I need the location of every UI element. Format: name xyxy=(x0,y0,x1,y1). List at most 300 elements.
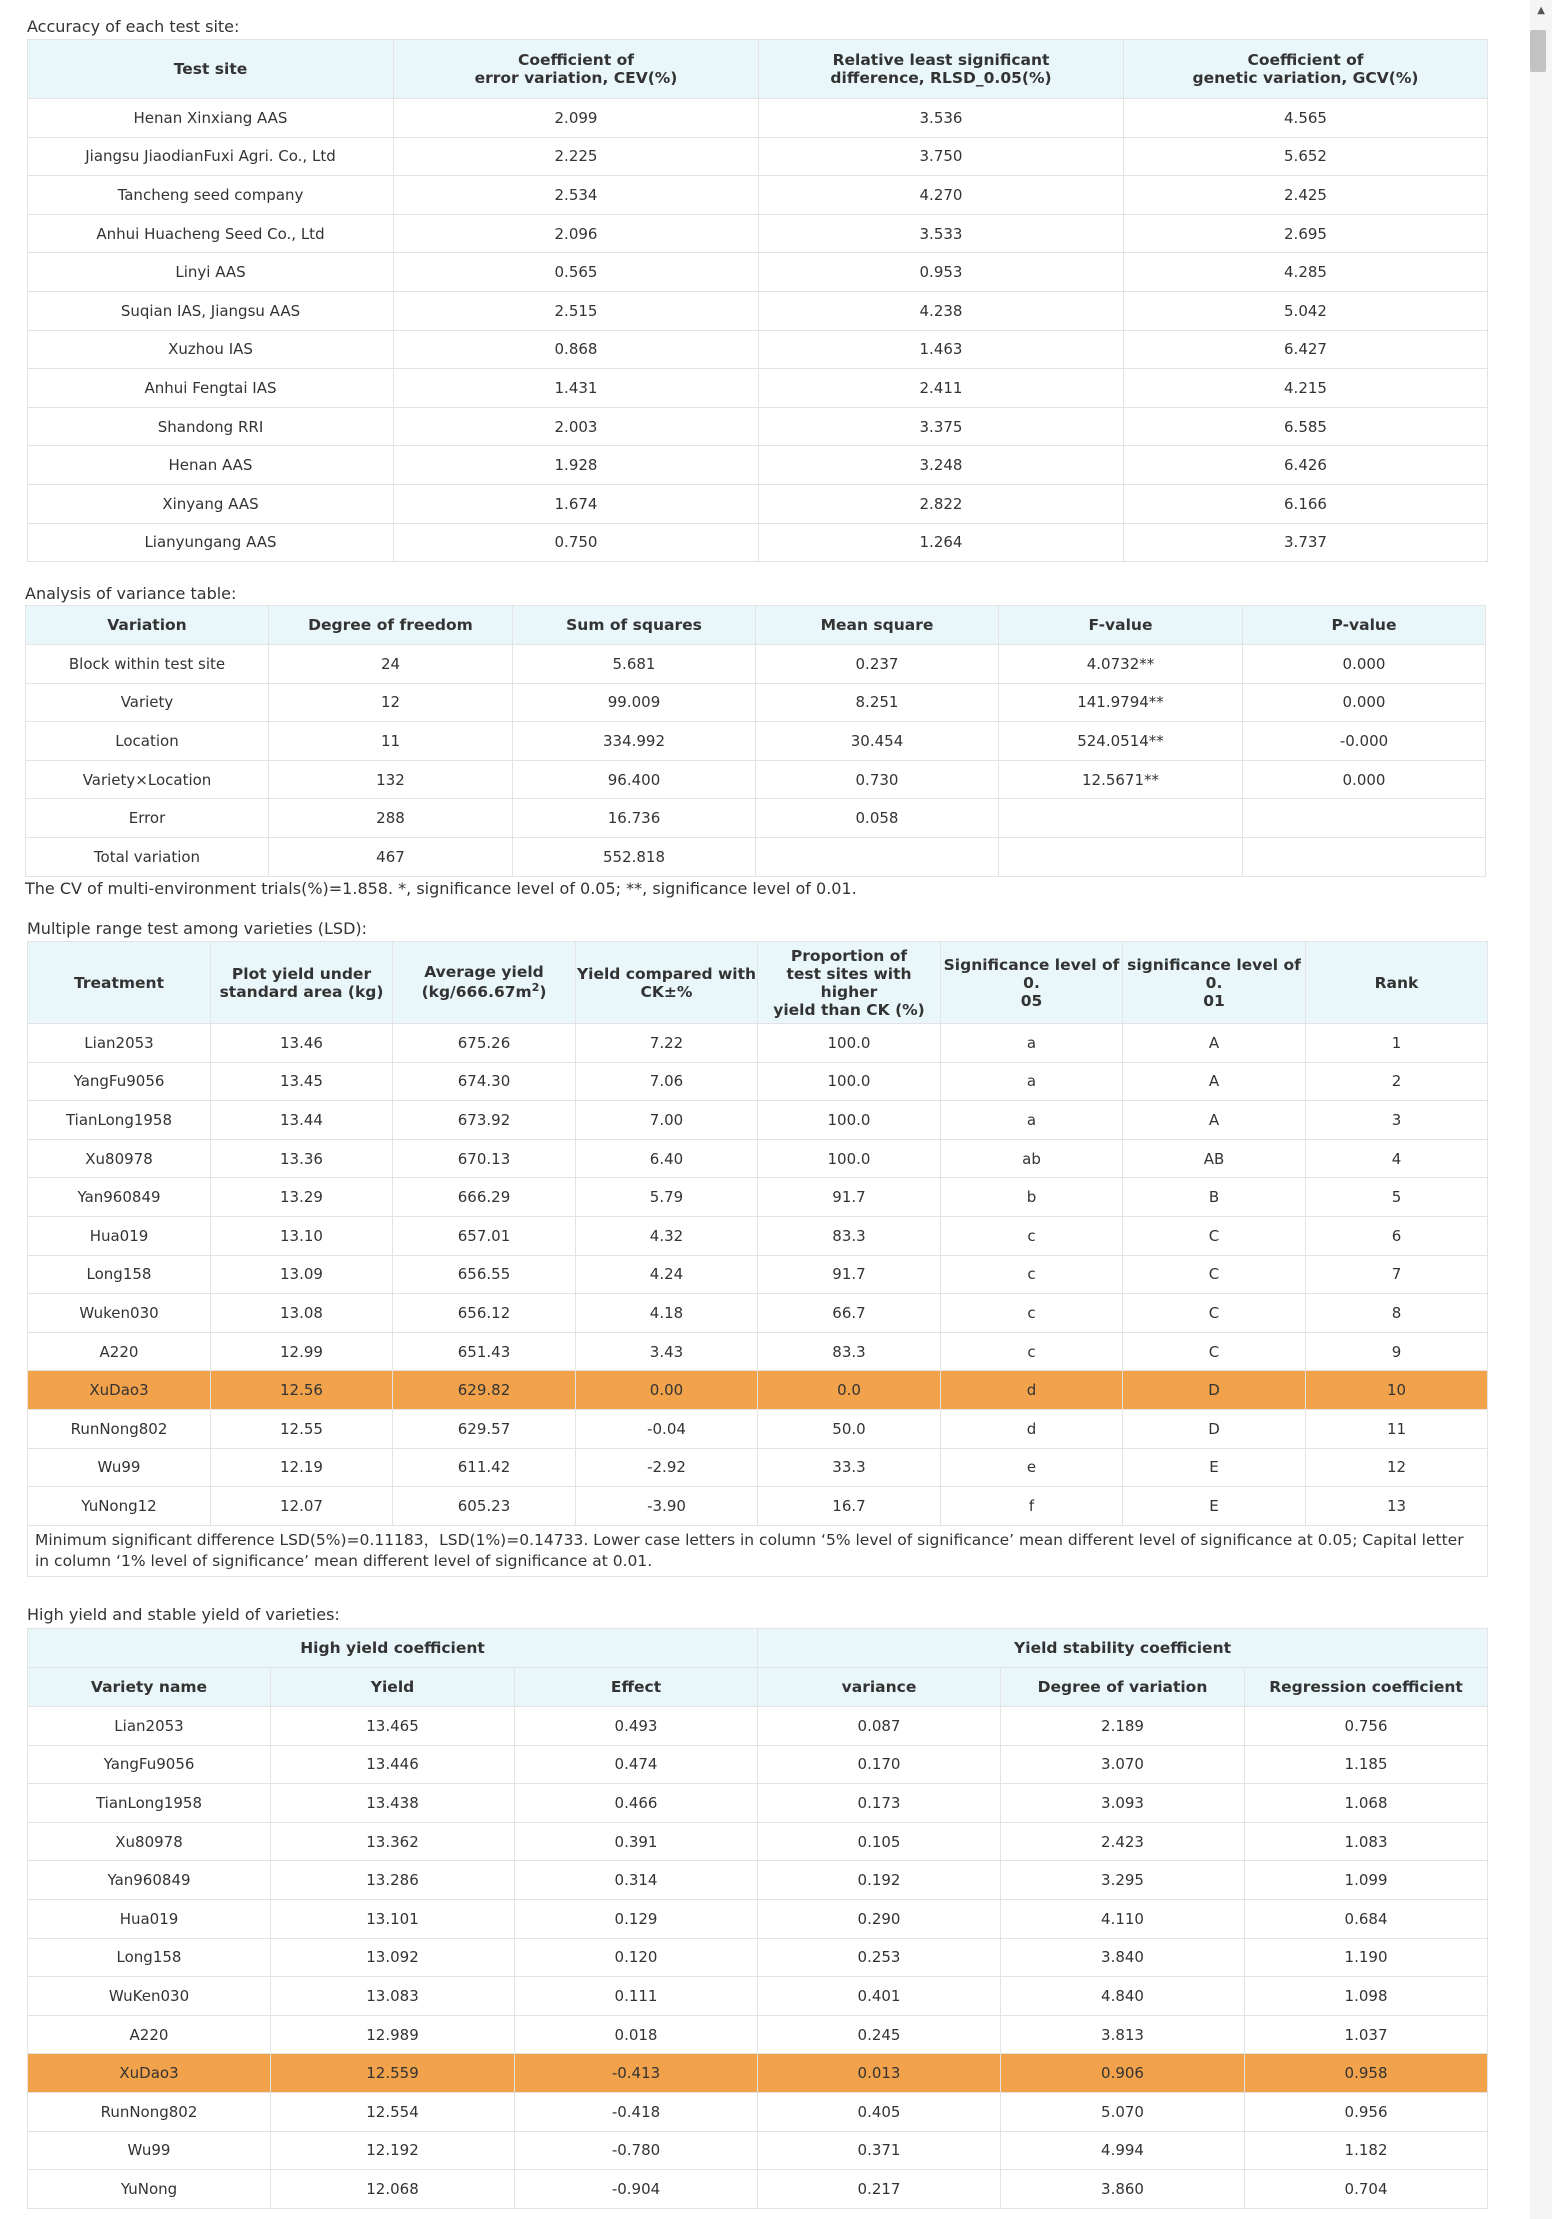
stability-table-cell: 0.906 xyxy=(1001,2054,1245,2093)
stability-header-yield: Yield xyxy=(271,1668,515,1707)
stability-table-cell: Long158 xyxy=(28,1938,271,1977)
lsd-table-cell: A xyxy=(1123,1024,1306,1063)
stability-table-cell: TianLong1958 xyxy=(28,1784,271,1823)
stability-table-cell: 5.070 xyxy=(1001,2092,1245,2131)
lsd-table xyxy=(27,941,1488,1577)
lsd-table-row xyxy=(28,1216,1488,1255)
stability-table-cell: 3.295 xyxy=(1001,1861,1245,1900)
anova-header-ms: Mean square xyxy=(756,606,999,645)
lsd-table-cell: 66.7 xyxy=(758,1294,941,1333)
anova-table-cell: -0.000 xyxy=(1243,722,1486,761)
lsd-table-cell: 12.19 xyxy=(211,1448,393,1487)
stability-table-row xyxy=(28,2092,1488,2131)
lsd-header-sig01-line1: significance level of 0. xyxy=(1127,955,1301,992)
stability-table-cell: 1.068 xyxy=(1245,1784,1488,1823)
lsd-table-cell: A220 xyxy=(28,1332,211,1371)
stability-table-cell: YangFu9056 xyxy=(28,1745,271,1784)
stability-table-cell: 0.756 xyxy=(1245,1707,1488,1746)
anova-header-df: Degree of freedom xyxy=(269,606,513,645)
lsd-header-proportion xyxy=(758,942,941,1024)
accuracy-table-cell: 2.411 xyxy=(759,369,1124,408)
lsd-table-cell: 7.00 xyxy=(576,1101,758,1140)
stability-table-cell: 0.217 xyxy=(758,2170,1001,2209)
accuracy-table-cell: 0.868 xyxy=(394,330,759,369)
lsd-table-cell: YuNong12 xyxy=(28,1487,211,1526)
stability-table-cell: 0.245 xyxy=(758,2015,1001,2054)
accuracy-table-cell: 2.695 xyxy=(1124,214,1488,253)
stability-table-cell: 12.192 xyxy=(271,2131,515,2170)
stability-table-cell: 0.120 xyxy=(515,1938,758,1977)
accuracy-table-cell: 1.928 xyxy=(394,446,759,485)
anova-table-cell: Location xyxy=(26,722,269,761)
accuracy-table-cell: 5.652 xyxy=(1124,137,1488,176)
lsd-table-cell: Xu80978 xyxy=(28,1139,211,1178)
anova-table-cell xyxy=(1243,799,1486,838)
anova-table-cell: 132 xyxy=(269,760,513,799)
stability-table-cell: 0.314 xyxy=(515,1861,758,1900)
stability-table-cell: 3.070 xyxy=(1001,1745,1245,1784)
stability-group-header-row xyxy=(28,1629,1488,1668)
stability-table xyxy=(27,1628,1488,2209)
lsd-table-cell: 2 xyxy=(1306,1062,1488,1101)
stability-header-degree: Degree of variation xyxy=(1001,1668,1245,1707)
accuracy-table-cell: 1.463 xyxy=(759,330,1124,369)
stability-table-row xyxy=(28,2054,1488,2093)
anova-table-cell xyxy=(756,837,999,876)
lsd-table-cell: AB xyxy=(1123,1139,1306,1178)
stability-table-cell: 0.111 xyxy=(515,1977,758,2016)
lsd-table-cell: c xyxy=(941,1255,1123,1294)
anova-footnote: The CV of multi-environment trials(%)=1.858. *, significance level of 0.05; **, significance level of 0.01. xyxy=(25,879,857,898)
accuracy-table-cell: 6.166 xyxy=(1124,484,1488,523)
stability-table-cell: 0.253 xyxy=(758,1938,1001,1977)
lsd-table-cell: 3.43 xyxy=(576,1332,758,1371)
lsd-table-cell: D xyxy=(1123,1409,1306,1448)
lsd-table-cell: a xyxy=(941,1101,1123,1140)
anova-table-cell: 30.454 xyxy=(756,722,999,761)
lsd-table-cell: Lian2053 xyxy=(28,1024,211,1063)
lsd-table-cell: -3.90 xyxy=(576,1487,758,1526)
lsd-table-row xyxy=(28,1487,1488,1526)
lsd-table-cell: a xyxy=(941,1024,1123,1063)
lsd-table-cell: A xyxy=(1123,1101,1306,1140)
stability-table-cell: -0.904 xyxy=(515,2170,758,2209)
accuracy-table-cell: Jiangsu JiaodianFuxi Agri. Co., Ltd xyxy=(28,137,394,176)
lsd-table-row xyxy=(28,1024,1488,1063)
stability-table-cell: 13.446 xyxy=(271,1745,515,1784)
accuracy-header-cev xyxy=(394,40,759,99)
accuracy-table-cell: Henan AAS xyxy=(28,446,394,485)
anova-table-cell: 141.9794** xyxy=(999,683,1243,722)
lsd-table-cell: C xyxy=(1123,1332,1306,1371)
accuracy-table-cell: Anhui Fengtai IAS xyxy=(28,369,394,408)
lsd-table-cell: 13.10 xyxy=(211,1216,393,1255)
lsd-table-cell: -0.04 xyxy=(576,1409,758,1448)
lsd-header-proportion-line2: test sites with higher xyxy=(786,964,912,1001)
lsd-table-cell: E xyxy=(1123,1448,1306,1487)
stability-table-cell: 0.956 xyxy=(1245,2092,1488,2131)
anova-table-row xyxy=(26,722,1486,761)
lsd-table-cell: 7.22 xyxy=(576,1024,758,1063)
accuracy-table-cell: Xinyang AAS xyxy=(28,484,394,523)
lsd-table-cell: 4.18 xyxy=(576,1294,758,1333)
lsd-table-cell: 91.7 xyxy=(758,1255,941,1294)
lsd-table-cell: c xyxy=(941,1332,1123,1371)
anova-table-cell: 12 xyxy=(269,683,513,722)
stability-table-cell: 13.438 xyxy=(271,1784,515,1823)
accuracy-header-test-site: Test site xyxy=(28,40,394,99)
stability-table-cell: 3.813 xyxy=(1001,2015,1245,2054)
stability-table-cell: 0.493 xyxy=(515,1707,758,1746)
stability-table-row xyxy=(28,1707,1488,1746)
stability-table-cell: 13.362 xyxy=(271,1822,515,1861)
lsd-table-cell: 12.56 xyxy=(211,1371,393,1410)
accuracy-table-row xyxy=(28,99,1488,138)
lsd-table-cell: 100.0 xyxy=(758,1139,941,1178)
accuracy-table-cell: 2.099 xyxy=(394,99,759,138)
lsd-table-cell: Hua019 xyxy=(28,1216,211,1255)
accuracy-table-cell: 1.264 xyxy=(759,523,1124,562)
anova-table-cell: 0.730 xyxy=(756,760,999,799)
anova-table-cell: 0.000 xyxy=(1243,683,1486,722)
accuracy-table-row xyxy=(28,176,1488,215)
anova-table-row xyxy=(26,837,1486,876)
lsd-table-cell: TianLong1958 xyxy=(28,1101,211,1140)
anova-table-cell: 0.058 xyxy=(756,799,999,838)
stability-table-cell: Wu99 xyxy=(28,2131,271,2170)
anova-table-cell: Error xyxy=(26,799,269,838)
accuracy-table-cell: 2.003 xyxy=(394,407,759,446)
anova-table-cell: 4.0732** xyxy=(999,645,1243,684)
lsd-header-sig01 xyxy=(1123,942,1306,1024)
accuracy-table-cell: 0.750 xyxy=(394,523,759,562)
anova-table-cell: Variety×Location xyxy=(26,760,269,799)
lsd-table-cell: 4 xyxy=(1306,1139,1488,1178)
anova-table-row xyxy=(26,683,1486,722)
accuracy-table-cell: 4.285 xyxy=(1124,253,1488,292)
stability-table-cell: Yan960849 xyxy=(28,1861,271,1900)
lsd-table-cell: 12 xyxy=(1306,1448,1488,1487)
lsd-header-compared xyxy=(576,942,758,1024)
stability-table-cell: 1.099 xyxy=(1245,1861,1488,1900)
stability-table-row xyxy=(28,2015,1488,2054)
accuracy-table-row xyxy=(28,446,1488,485)
accuracy-table-row xyxy=(28,137,1488,176)
triangle-up-icon[interactable]: ▲ xyxy=(1537,5,1545,16)
stability-table-cell: 12.554 xyxy=(271,2092,515,2131)
anova-table xyxy=(25,605,1486,877)
lsd-table-cell: d xyxy=(941,1409,1123,1448)
stability-table-cell: -0.418 xyxy=(515,2092,758,2131)
anova-table-row xyxy=(26,645,1486,684)
accuracy-table-cell: 0.565 xyxy=(394,253,759,292)
lsd-table-cell: c xyxy=(941,1294,1123,1333)
lsd-table-cell: f xyxy=(941,1487,1123,1526)
lsd-table-cell: 13.45 xyxy=(211,1062,393,1101)
accuracy-table-cell: Shandong RRI xyxy=(28,407,394,446)
lsd-table-cell: 656.55 xyxy=(393,1255,576,1294)
lsd-header-avg-yield-sup: 2 xyxy=(531,981,540,995)
accuracy-table-cell: 4.270 xyxy=(759,176,1124,215)
lsd-table-cell: 7.06 xyxy=(576,1062,758,1101)
lsd-table-cell: 91.7 xyxy=(758,1178,941,1217)
lsd-table-cell: 7 xyxy=(1306,1255,1488,1294)
lsd-table-cell: 12.55 xyxy=(211,1409,393,1448)
stability-table-cell: 12.989 xyxy=(271,2015,515,2054)
lsd-header-compared-line2: CK±% xyxy=(640,982,693,1001)
accuracy-table-row xyxy=(28,253,1488,292)
stability-table-row xyxy=(28,2131,1488,2170)
lsd-table-row xyxy=(28,1101,1488,1140)
anova-header-ss: Sum of squares xyxy=(513,606,756,645)
anova-table-cell: 12.5671** xyxy=(999,760,1243,799)
stability-table-cell: 13.092 xyxy=(271,1938,515,1977)
anova-table-cell: 96.400 xyxy=(513,760,756,799)
accuracy-title: Accuracy of each test site: xyxy=(27,17,240,36)
accuracy-table-cell: 4.215 xyxy=(1124,369,1488,408)
stability-table-cell: 1.190 xyxy=(1245,1938,1488,1977)
lsd-table-cell: C xyxy=(1123,1255,1306,1294)
stability-table-cell: 0.684 xyxy=(1245,1899,1488,1938)
lsd-table-cell: b xyxy=(941,1178,1123,1217)
stability-group-stability: Yield stability coefficient xyxy=(758,1629,1488,1668)
anova-header-variation: Variation xyxy=(26,606,269,645)
lsd-table-cell: 13.36 xyxy=(211,1139,393,1178)
stability-table-cell: 0.405 xyxy=(758,2092,1001,2131)
stability-table-cell: 12.559 xyxy=(271,2054,515,2093)
stability-header-variance: variance xyxy=(758,1668,1001,1707)
stability-group-high-yield: High yield coefficient xyxy=(28,1629,758,1668)
accuracy-table-cell: 6.427 xyxy=(1124,330,1488,369)
lsd-table-cell: 0.00 xyxy=(576,1371,758,1410)
stability-table-cell: 12.068 xyxy=(271,2170,515,2209)
stability-table-row xyxy=(28,1822,1488,1861)
lsd-header-rank: Rank xyxy=(1306,942,1488,1024)
accuracy-header-row xyxy=(28,40,1488,99)
lsd-header-sig05-line2: 05 xyxy=(1020,991,1043,1010)
lsd-table-cell: 657.01 xyxy=(393,1216,576,1255)
lsd-table-row xyxy=(28,1294,1488,1333)
accuracy-table-row xyxy=(28,369,1488,408)
lsd-table-cell: Wuken030 xyxy=(28,1294,211,1333)
lsd-header-plot-yield-line2: standard area (kg) xyxy=(219,982,384,1001)
stability-table-row xyxy=(28,2170,1488,2209)
accuracy-table-cell: Linyi AAS xyxy=(28,253,394,292)
stability-table-row xyxy=(28,1745,1488,1784)
anova-table-cell: Variety xyxy=(26,683,269,722)
stability-table-cell: 1.083 xyxy=(1245,1822,1488,1861)
lsd-table-cell: 8 xyxy=(1306,1294,1488,1333)
lsd-table-cell: C xyxy=(1123,1216,1306,1255)
stability-table-cell: Lian2053 xyxy=(28,1707,271,1746)
lsd-table-row xyxy=(28,1139,1488,1178)
lsd-table-cell: 9 xyxy=(1306,1332,1488,1371)
anova-table-cell: 552.818 xyxy=(513,837,756,876)
anova-table-cell: Block within test site xyxy=(26,645,269,684)
lsd-note: Minimum significant difference LSD(5%)=0.11183，LSD(1%)=0.14733. Lower case letters in column ‘5% level of significance’ mean different level of significance at 0.05; Capital letter in column ‘1% level of significance’ mean different level of significance at 0.01. xyxy=(28,1525,1488,1576)
lsd-table-cell: 673.92 xyxy=(393,1101,576,1140)
stability-table-cell: 0.192 xyxy=(758,1861,1001,1900)
accuracy-table-cell: Suqian IAS, Jiangsu AAS xyxy=(28,291,394,330)
anova-table-cell: 5.681 xyxy=(513,645,756,684)
lsd-table-cell: 50.0 xyxy=(758,1409,941,1448)
anova-table-cell xyxy=(999,799,1243,838)
vertical-scrollbar[interactable] xyxy=(1530,0,1552,2219)
accuracy-header-rlsd-line2: difference, RLSD_0.05(%) xyxy=(830,69,1052,87)
anova-table-cell: 0.000 xyxy=(1243,645,1486,684)
lsd-table-row xyxy=(28,1062,1488,1101)
accuracy-table-cell: 5.042 xyxy=(1124,291,1488,330)
lsd-table-cell: 13.46 xyxy=(211,1024,393,1063)
accuracy-table-cell: 4.238 xyxy=(759,291,1124,330)
stability-table-cell: 0.391 xyxy=(515,1822,758,1861)
lsd-header-avg-yield-post: ) xyxy=(539,983,547,1002)
stability-table-cell: 0.018 xyxy=(515,2015,758,2054)
lsd-title: Multiple range test among varieties (LSD): xyxy=(27,919,368,938)
accuracy-table xyxy=(27,39,1488,562)
stability-header-effect: Effect xyxy=(515,1668,758,1707)
anova-table-cell: 334.992 xyxy=(513,722,756,761)
stability-table-cell: 0.087 xyxy=(758,1707,1001,1746)
anova-title: Analysis of variance table: xyxy=(25,584,237,603)
stability-table-cell: Hua019 xyxy=(28,1899,271,1938)
anova-table-cell xyxy=(1243,837,1486,876)
accuracy-table-cell: Tancheng seed company xyxy=(28,176,394,215)
lsd-table-cell: 4.32 xyxy=(576,1216,758,1255)
lsd-header-proportion-line1: Proportion of xyxy=(790,946,908,965)
accuracy-table-row xyxy=(28,484,1488,523)
anova-table-cell: 11 xyxy=(269,722,513,761)
anova-table-cell: Total variation xyxy=(26,837,269,876)
accuracy-table-cell: 2.096 xyxy=(394,214,759,253)
lsd-table-cell: 611.42 xyxy=(393,1448,576,1487)
stability-section xyxy=(27,1628,1487,2209)
anova-header-row xyxy=(26,606,1486,645)
lsd-table-cell: E xyxy=(1123,1487,1306,1526)
stability-table-cell: 4.994 xyxy=(1001,2131,1245,2170)
lsd-table-cell: a xyxy=(941,1062,1123,1101)
accuracy-table-row xyxy=(28,407,1488,446)
lsd-header-treatment: Treatment xyxy=(28,942,211,1024)
lsd-table-cell: 674.30 xyxy=(393,1062,576,1101)
anova-table-cell xyxy=(999,837,1243,876)
stability-table-row xyxy=(28,1784,1488,1823)
anova-table-row xyxy=(26,799,1486,838)
lsd-header-avg-yield-unit: (kg/666.67m xyxy=(421,983,532,1002)
stability-table-cell: 2.189 xyxy=(1001,1707,1245,1746)
lsd-table-cell: 1 xyxy=(1306,1024,1488,1063)
accuracy-table-cell: 6.426 xyxy=(1124,446,1488,485)
lsd-table-row xyxy=(28,1332,1488,1371)
lsd-table-cell: D xyxy=(1123,1371,1306,1410)
stability-table-row xyxy=(28,1977,1488,2016)
lsd-table-row xyxy=(28,1409,1488,1448)
stability-title: High yield and stable yield of varieties: xyxy=(27,1605,340,1624)
lsd-table-cell: 0.0 xyxy=(758,1371,941,1410)
lsd-table-cell: 83.3 xyxy=(758,1332,941,1371)
scrollbar-thumb[interactable] xyxy=(1530,30,1546,72)
lsd-table-cell: RunNong802 xyxy=(28,1409,211,1448)
lsd-table-cell: 13.08 xyxy=(211,1294,393,1333)
lsd-table-cell: 666.29 xyxy=(393,1178,576,1217)
stability-table-cell: 13.465 xyxy=(271,1707,515,1746)
accuracy-table-cell: 0.953 xyxy=(759,253,1124,292)
lsd-header-proportion-line3: yield than CK (%) xyxy=(773,1000,925,1019)
stability-table-cell: 3.860 xyxy=(1001,2170,1245,2209)
lsd-table-cell: Long158 xyxy=(28,1255,211,1294)
accuracy-section xyxy=(27,39,1487,562)
accuracy-table-cell: 1.674 xyxy=(394,484,759,523)
lsd-table-cell: 12.99 xyxy=(211,1332,393,1371)
stability-table-cell: 2.423 xyxy=(1001,1822,1245,1861)
lsd-table-cell: 651.43 xyxy=(393,1332,576,1371)
stability-table-row xyxy=(28,1938,1488,1977)
accuracy-table-cell: 2.425 xyxy=(1124,176,1488,215)
stability-table-cell: 0.129 xyxy=(515,1899,758,1938)
stability-table-cell: 0.290 xyxy=(758,1899,1001,1938)
lsd-header-sig05 xyxy=(941,942,1123,1024)
lsd-table-cell: -2.92 xyxy=(576,1448,758,1487)
accuracy-header-gcv xyxy=(1124,40,1488,99)
lsd-table-cell: 100.0 xyxy=(758,1062,941,1101)
accuracy-table-row xyxy=(28,214,1488,253)
anova-table-cell: 288 xyxy=(269,799,513,838)
stability-table-cell: 0.173 xyxy=(758,1784,1001,1823)
stability-table-cell: 4.110 xyxy=(1001,1899,1245,1938)
lsd-table-cell: Yan960849 xyxy=(28,1178,211,1217)
lsd-header-sig05-line1: Significance level of 0. xyxy=(943,955,1120,992)
stability-table-cell: 13.286 xyxy=(271,1861,515,1900)
lsd-table-cell: YangFu9056 xyxy=(28,1062,211,1101)
stability-header-row xyxy=(28,1668,1488,1707)
accuracy-table-cell: 2.515 xyxy=(394,291,759,330)
lsd-table-cell: 100.0 xyxy=(758,1024,941,1063)
accuracy-table-cell: 3.375 xyxy=(759,407,1124,446)
stability-table-cell: 13.101 xyxy=(271,1899,515,1938)
lsd-section xyxy=(27,941,1487,1577)
accuracy-table-cell: Henan Xinxiang AAS xyxy=(28,99,394,138)
lsd-header-row xyxy=(28,942,1488,1024)
lsd-table-cell: 11 xyxy=(1306,1409,1488,1448)
anova-table-cell: 467 xyxy=(269,837,513,876)
lsd-table-row xyxy=(28,1371,1488,1410)
lsd-table-cell: 5 xyxy=(1306,1178,1488,1217)
lsd-table-cell: 3 xyxy=(1306,1101,1488,1140)
stability-table-cell: 13.083 xyxy=(271,1977,515,2016)
anova-section xyxy=(25,605,1485,877)
lsd-table-cell: c xyxy=(941,1216,1123,1255)
anova-header-p: P-value xyxy=(1243,606,1486,645)
lsd-table-cell: ab xyxy=(941,1139,1123,1178)
lsd-table-cell: 13.44 xyxy=(211,1101,393,1140)
anova-table-cell: 524.0514** xyxy=(999,722,1243,761)
lsd-table-cell: 629.57 xyxy=(393,1409,576,1448)
lsd-table-cell: e xyxy=(941,1448,1123,1487)
anova-table-cell: 24 xyxy=(269,645,513,684)
anova-table-cell: 99.009 xyxy=(513,683,756,722)
lsd-table-cell: 16.7 xyxy=(758,1487,941,1526)
stability-table-row xyxy=(28,1899,1488,1938)
accuracy-header-rlsd-line1: Relative least significant xyxy=(832,51,1050,69)
accuracy-header-cev-line1: Coefficient of xyxy=(517,51,635,69)
accuracy-table-cell: 3.536 xyxy=(759,99,1124,138)
lsd-table-cell: A xyxy=(1123,1062,1306,1101)
accuracy-table-cell: Lianyungang AAS xyxy=(28,523,394,562)
stability-table-cell: 3.840 xyxy=(1001,1938,1245,1977)
stability-table-cell: 1.037 xyxy=(1245,2015,1488,2054)
lsd-table-cell: 100.0 xyxy=(758,1101,941,1140)
lsd-table-cell: 4.24 xyxy=(576,1255,758,1294)
